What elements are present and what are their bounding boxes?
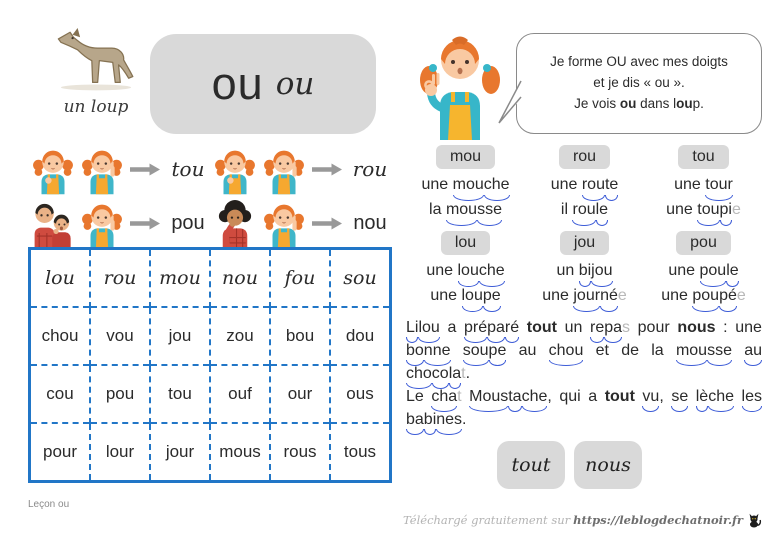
syllable-segment: né xyxy=(600,283,618,308)
word xyxy=(406,342,451,359)
syllable-cell: jour xyxy=(150,423,210,480)
text-segment: t xyxy=(457,388,462,405)
table-row xyxy=(31,250,389,307)
word xyxy=(565,319,583,336)
title-cursive: ou xyxy=(275,66,315,102)
girl-avatar xyxy=(416,28,504,140)
syllable-cell: ouf xyxy=(210,365,270,423)
text-segment: qui xyxy=(559,388,581,405)
table-row xyxy=(31,307,389,365)
text-segment: la xyxy=(429,201,442,218)
word xyxy=(697,201,741,218)
word-card xyxy=(644,231,763,308)
wolf-caption: un loup xyxy=(63,97,129,117)
paragraph xyxy=(406,316,762,385)
syllable-segment: che xyxy=(708,385,734,408)
syllable-segment: au xyxy=(744,339,762,362)
syllable-segment: rou xyxy=(582,172,605,197)
word xyxy=(668,262,695,279)
word xyxy=(735,319,762,336)
text-segment: a xyxy=(447,319,457,336)
text-segment: Je forme OU avec mes doigts xyxy=(550,54,728,70)
syllable-segment: pa xyxy=(487,316,505,339)
word xyxy=(705,176,733,193)
word xyxy=(638,319,670,336)
arrow-right-icon xyxy=(130,162,160,177)
sound-group xyxy=(212,143,390,195)
word xyxy=(464,319,519,336)
card-word-line xyxy=(406,172,525,197)
text-segment: un xyxy=(564,319,583,336)
syllable-cell: pour xyxy=(31,423,90,480)
card-word-line xyxy=(406,283,525,308)
arrow-right-icon xyxy=(312,162,342,177)
syllable-segment: sse xyxy=(477,197,502,222)
word xyxy=(666,201,693,218)
text-segment: . xyxy=(462,411,467,428)
word-card xyxy=(525,145,644,222)
text-segment: e xyxy=(731,201,741,218)
syllable-segment: Mous xyxy=(469,385,508,408)
text-segment: et xyxy=(595,342,609,359)
word xyxy=(573,287,626,304)
word xyxy=(549,342,584,359)
syllable-segment: ba xyxy=(406,408,424,431)
word xyxy=(596,342,609,359)
word xyxy=(723,319,727,336)
syllable-segment: pe xyxy=(489,339,507,362)
wolf-figure xyxy=(44,22,148,117)
text-segment: ou xyxy=(676,95,693,111)
word xyxy=(527,319,557,336)
text-segment: . xyxy=(465,365,471,382)
boys-pair-figure xyxy=(30,197,76,249)
word-card xyxy=(406,231,525,308)
syllable-cell: lou xyxy=(45,267,75,289)
word xyxy=(559,388,580,405)
syllable-segment: pi xyxy=(720,197,732,222)
word xyxy=(406,388,424,405)
word xyxy=(542,287,569,304)
word xyxy=(406,365,470,382)
syllable-segment: tour xyxy=(705,172,733,197)
text-segment: au xyxy=(518,342,537,359)
word xyxy=(429,201,441,218)
syllable-cell: rou xyxy=(90,250,150,307)
syllable-segment: te xyxy=(605,172,618,197)
card-word-line xyxy=(525,258,644,283)
word xyxy=(430,287,457,304)
word xyxy=(551,176,578,193)
girl-sign-figure xyxy=(30,143,76,195)
syllable-segment: che xyxy=(522,385,548,408)
word xyxy=(519,342,537,359)
text-segment: une xyxy=(666,201,693,218)
card-word-line xyxy=(644,172,763,197)
card-header: mou xyxy=(436,145,495,169)
word-card xyxy=(406,145,525,222)
text-segment: une xyxy=(735,319,762,336)
syllable-label: tou xyxy=(171,157,205,181)
card-header: rou xyxy=(559,145,610,169)
word xyxy=(582,176,618,193)
word xyxy=(671,388,688,405)
text-segment: une xyxy=(661,287,688,304)
syllable-segment: jou xyxy=(591,258,612,283)
word xyxy=(463,342,507,359)
syllable-cell: chou xyxy=(31,307,90,365)
word xyxy=(453,176,510,193)
sound-title-card xyxy=(150,34,376,134)
speech-line xyxy=(525,52,753,73)
syllable-segment: re xyxy=(590,316,604,339)
card-word-line xyxy=(525,172,644,197)
syllable-segment: pa xyxy=(604,316,622,339)
flashcard-tout: tout xyxy=(497,441,565,489)
syllable-segment: jour xyxy=(573,283,600,308)
word xyxy=(692,287,745,304)
syllable-cell: bou xyxy=(270,307,330,365)
text-segment: une xyxy=(550,176,578,193)
syllable-cell: rous xyxy=(270,423,330,480)
word xyxy=(406,319,440,336)
syllable-segment: cha xyxy=(431,385,457,408)
syllable-segment: vu xyxy=(642,385,659,408)
sound-row xyxy=(30,196,392,250)
speech-line xyxy=(525,73,753,94)
syllable-segment: sou xyxy=(463,339,489,362)
word xyxy=(744,342,762,359)
word xyxy=(458,262,505,279)
text-segment: , xyxy=(547,388,552,405)
word xyxy=(700,262,739,279)
sound-group xyxy=(212,197,390,249)
syllable-segment: nne xyxy=(424,339,451,362)
speech-line xyxy=(525,94,753,115)
syllable-segment: ré xyxy=(505,316,519,339)
word xyxy=(556,262,574,279)
syllable-segment: ta xyxy=(508,385,521,408)
card-header: jou xyxy=(560,231,609,255)
text-segment: Le xyxy=(406,388,424,405)
syllable-segment: pou xyxy=(692,283,719,308)
syllable-label: nou xyxy=(353,211,387,234)
card-word-line xyxy=(406,258,525,283)
word xyxy=(421,176,448,193)
word xyxy=(426,262,453,279)
word xyxy=(406,411,467,428)
text-segment: : xyxy=(723,319,728,336)
syllable-segment: lou xyxy=(418,316,439,339)
syllable-segment: se xyxy=(671,385,688,408)
table-row xyxy=(31,365,389,423)
card-word-line xyxy=(406,197,525,222)
syllable-segment: mou xyxy=(676,339,707,362)
syllable-cell: fou xyxy=(270,250,330,307)
word xyxy=(579,262,613,279)
syllable-segment: nes xyxy=(436,408,462,431)
text-segment: e xyxy=(617,287,627,304)
girl-point-figure xyxy=(261,197,307,249)
syllable-label: pou xyxy=(171,211,205,234)
text-segment: une xyxy=(426,262,454,279)
syllable-segment: bi xyxy=(579,258,591,283)
title-print: ou xyxy=(211,58,264,109)
syllable-segment: bo xyxy=(406,339,424,362)
syllable-cell: tous xyxy=(330,423,389,480)
syllable-label: rou xyxy=(352,157,388,181)
flashcards xyxy=(497,441,642,489)
word xyxy=(469,388,552,405)
word xyxy=(605,388,635,405)
boy-curly-figure xyxy=(212,197,258,249)
card-header: pou xyxy=(676,231,731,255)
text-segment: une xyxy=(421,176,449,193)
syllable-segment: sse xyxy=(707,339,732,362)
word xyxy=(590,319,630,336)
syllable-segment: che xyxy=(484,172,510,197)
reading-text xyxy=(406,316,762,431)
syllable-segment: pré xyxy=(464,316,487,339)
syllable-cell: lour xyxy=(90,423,150,480)
syllable-segment: bi xyxy=(424,408,436,431)
syllable-segment: pe xyxy=(483,283,501,308)
syllable-table-body xyxy=(31,250,389,480)
syllable-segment: che xyxy=(479,258,505,283)
card-word-line xyxy=(644,197,763,222)
word xyxy=(642,388,663,405)
word xyxy=(621,342,639,359)
syllable-cell: vou xyxy=(90,307,150,365)
syllable-cell: tou xyxy=(150,365,210,423)
syllable-cell: nou xyxy=(210,250,270,307)
syllable-cell: pou xyxy=(90,365,150,423)
syllable-cell: mous xyxy=(210,423,270,480)
text-segment: une xyxy=(674,176,701,193)
word xyxy=(446,201,502,218)
credit-link[interactable]: https://leblogdechatnoir.fr xyxy=(573,513,743,527)
text-segment: ou xyxy=(619,95,637,111)
word xyxy=(447,319,456,336)
word-card xyxy=(644,145,763,222)
speech-text xyxy=(525,52,753,115)
word xyxy=(462,287,501,304)
syllable-segment: pé xyxy=(719,283,737,308)
word xyxy=(742,388,762,405)
card-word-line xyxy=(525,283,644,308)
card-word-line xyxy=(644,258,763,283)
girl-point-figure xyxy=(79,197,125,249)
card-header: lou xyxy=(441,231,490,255)
word xyxy=(661,287,688,304)
text-segment: une xyxy=(542,287,569,304)
text-segment: il xyxy=(560,201,569,218)
card-word-line xyxy=(525,197,644,222)
text-segment: tout xyxy=(604,388,635,405)
word xyxy=(696,388,734,405)
text-segment: la xyxy=(651,342,664,359)
syllable-table xyxy=(28,247,392,483)
sound-group xyxy=(30,143,208,195)
word xyxy=(674,176,701,193)
syllable-cell: sou xyxy=(330,250,389,307)
syllable-segment: pou xyxy=(700,258,727,283)
girl-sign-figure xyxy=(212,143,258,195)
arrow-right-icon xyxy=(312,216,342,231)
credit-text: Téléchargé gratuitement sur xyxy=(403,513,571,527)
sound-gesture-rows xyxy=(30,142,392,250)
syllable-segment: lou xyxy=(462,283,483,308)
syllable-segment: mou xyxy=(453,172,484,197)
sound-row xyxy=(30,142,392,196)
speech-bubble xyxy=(516,33,762,134)
text-segment: un xyxy=(556,262,575,279)
text-segment: e xyxy=(736,287,746,304)
credit xyxy=(403,512,762,528)
text-segment: dans l xyxy=(636,95,677,111)
syllable-segment: les xyxy=(742,385,762,408)
speech-bubble-tail xyxy=(496,80,523,126)
flashcard-nous: nous xyxy=(574,441,642,489)
text-segment: t xyxy=(461,365,466,382)
word xyxy=(651,342,663,359)
word xyxy=(588,388,597,405)
girl-ok-sign-image xyxy=(416,28,504,140)
syllable-segment: mou xyxy=(446,197,477,222)
word xyxy=(676,342,732,359)
syllable-segment: cho xyxy=(406,362,432,385)
girl-point-figure xyxy=(79,143,125,195)
word xyxy=(572,201,608,218)
syllable-segment: tou xyxy=(697,197,719,222)
girl-point-figure xyxy=(261,143,307,195)
syllable-segment: le xyxy=(596,197,608,222)
syllable-segment: rou xyxy=(572,197,595,222)
syllable-segment: lou xyxy=(458,258,479,283)
lesson-label: Leçon ou xyxy=(28,499,70,510)
sound-group xyxy=(30,197,208,249)
syllable-cell: ous xyxy=(330,365,389,423)
text-segment: p. xyxy=(692,95,704,111)
text-segment: une xyxy=(668,262,696,279)
wolf-image xyxy=(50,22,142,96)
card-row xyxy=(406,145,764,222)
word xyxy=(677,319,715,336)
text-segment: a xyxy=(588,388,598,405)
syllable-segment: chou xyxy=(549,339,584,362)
card-header: tou xyxy=(678,145,728,169)
text-segment: s xyxy=(622,319,631,336)
table-row xyxy=(31,423,389,480)
text-segment: tout xyxy=(526,319,557,336)
text-segment: nous xyxy=(677,319,716,336)
syllable-segment: Li xyxy=(406,316,418,339)
text-segment: de xyxy=(621,342,639,359)
syllable-cell: our xyxy=(270,365,330,423)
syllable-segment: le xyxy=(726,258,738,283)
text-segment: une xyxy=(430,287,458,304)
word-card xyxy=(525,231,644,308)
text-segment: pour xyxy=(637,319,670,336)
text-segment: Je vois xyxy=(574,95,620,111)
paragraph xyxy=(406,385,762,431)
syllable-cell: dou xyxy=(330,307,389,365)
syllable-cell: mou xyxy=(150,250,210,307)
syllable-cell: cou xyxy=(31,365,90,423)
word-cards xyxy=(406,145,764,308)
text-segment: et je dis « ou ». xyxy=(593,75,685,91)
arrow-right-icon xyxy=(130,216,160,231)
syllable-segment: lè xyxy=(696,385,708,408)
syllable-segment: la xyxy=(449,362,461,385)
word xyxy=(561,201,568,218)
card-word-line xyxy=(644,283,763,308)
card-row xyxy=(406,231,764,308)
syllable-cell: jou xyxy=(150,307,210,365)
cat-icon xyxy=(746,512,762,528)
word xyxy=(431,388,461,405)
syllable-segment: co xyxy=(432,362,449,385)
text-segment: , xyxy=(659,388,664,405)
syllable-cell: zou xyxy=(210,307,270,365)
